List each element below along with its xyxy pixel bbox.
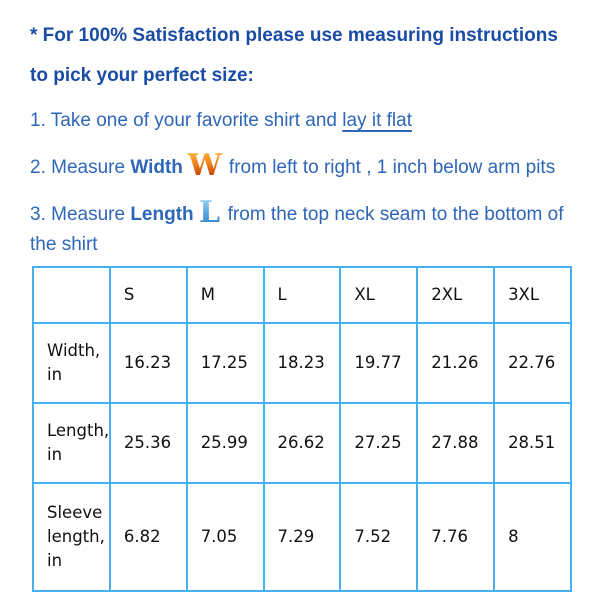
width-value-2xl: 21.26 <box>417 323 494 403</box>
length-value-3xl: 28.51 <box>494 403 571 483</box>
step-1-text: 1. Take one of your favorite shirt and <box>30 110 343 131</box>
size-header-l: L <box>264 267 341 323</box>
row-label-width: Width, in <box>33 323 110 403</box>
step-3-measure-length <box>30 195 575 260</box>
step-2-prefix: 2. Measure <box>30 157 131 178</box>
step-2-measure-width <box>30 148 572 183</box>
size-header-m: M <box>187 267 264 323</box>
step-3-prefix: 3. Measure <box>30 204 131 225</box>
size-header-2xl: 2XL <box>417 267 494 323</box>
row-label-length: Length, in <box>33 403 110 483</box>
length-value-2xl: 27.88 <box>417 403 494 483</box>
size-header-xl: XL <box>340 267 417 323</box>
row-label-sleeve-length: Sleeve length, in <box>33 483 110 591</box>
lay-it-flat-underlined-text: lay it flat <box>342 110 412 131</box>
sleeve-value-xl: 7.52 <box>340 483 417 591</box>
width-value-l: 18.23 <box>264 323 341 403</box>
length-value-xl: 27.25 <box>340 403 417 483</box>
width-value-xl: 19.77 <box>340 323 417 403</box>
svg-text:L: L <box>198 195 220 229</box>
length-value-s: 25.36 <box>110 403 187 483</box>
step-3-suffix: from the top neck seam to the bottom of the shirt <box>30 204 564 255</box>
width-letter-icon <box>187 148 223 182</box>
size-header-3xl: 3XL <box>494 267 571 323</box>
width-row <box>33 323 571 403</box>
length-keyword: Length <box>130 204 194 225</box>
size-chart-table <box>32 266 572 592</box>
sleeve-value-l: 7.29 <box>264 483 341 591</box>
step-2-suffix: from left to right , 1 inch below arm pits <box>228 157 556 178</box>
width-value-m: 17.25 <box>187 323 264 403</box>
corner-header-cell <box>33 267 110 323</box>
heading-line-2: to pick your perfect size: <box>30 65 254 86</box>
heading-line-1: * For 100% Satisfaction please use measuring instructions <box>30 25 558 46</box>
svg-text:W: W <box>187 148 222 182</box>
step-1-lay-flat <box>30 106 572 136</box>
length-value-l: 26.62 <box>264 403 341 483</box>
size-header-row <box>33 267 571 323</box>
sleeve-length-row <box>33 483 571 591</box>
size-header-s: S <box>110 267 187 323</box>
sleeve-value-m: 7.05 <box>187 483 264 591</box>
sleeve-value-2xl: 7.76 <box>417 483 494 591</box>
length-row <box>33 403 571 483</box>
width-value-s: 16.23 <box>110 323 187 403</box>
length-letter-icon <box>198 195 222 229</box>
length-value-m: 25.99 <box>187 403 264 483</box>
sleeve-value-s: 6.82 <box>110 483 187 591</box>
sleeve-value-3xl: 8 <box>494 483 571 591</box>
width-value-3xl: 22.76 <box>494 323 571 403</box>
satisfaction-heading <box>30 16 572 96</box>
width-keyword: Width <box>130 157 183 178</box>
